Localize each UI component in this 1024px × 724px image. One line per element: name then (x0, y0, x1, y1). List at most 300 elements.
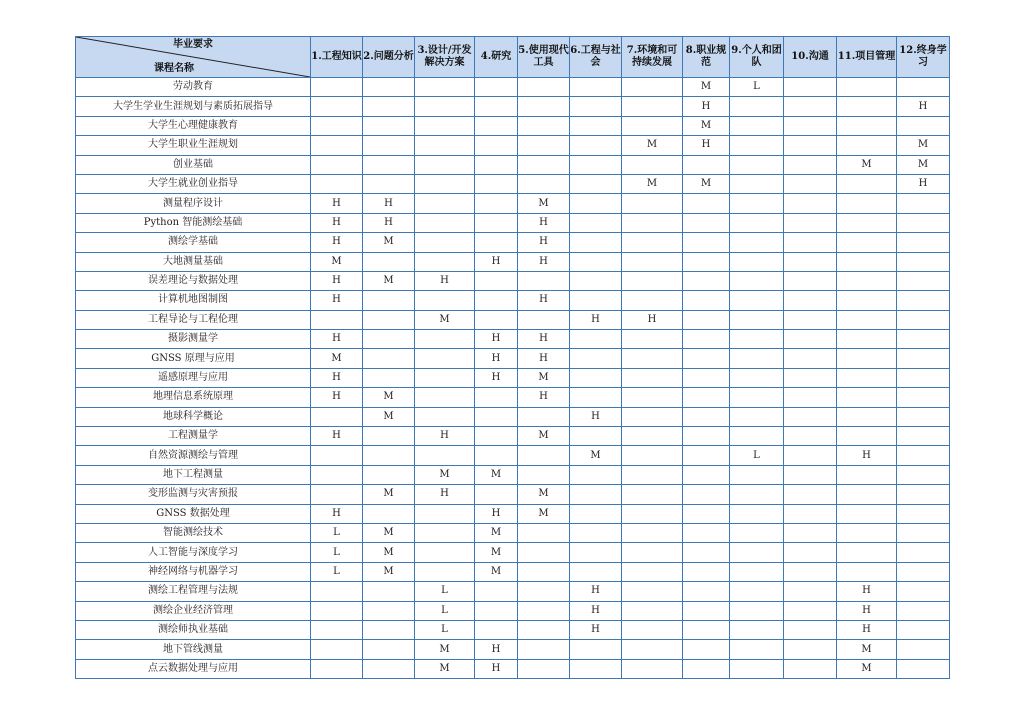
table-row (76, 155, 950, 174)
support-level-cell (363, 640, 415, 659)
support-level-cell (415, 233, 475, 252)
support-level-cell: L (730, 78, 784, 97)
support-level-cell (622, 330, 683, 349)
support-level-cell (730, 368, 784, 387)
support-level-cell: M (518, 194, 570, 213)
support-level-cell (683, 310, 730, 329)
support-level-cell (784, 601, 837, 620)
support-level-cell (897, 407, 950, 426)
support-level-cell: M (311, 252, 363, 271)
support-level-cell: H (897, 97, 950, 116)
support-level-cell: L (311, 523, 363, 542)
support-level-cell (622, 620, 683, 639)
support-level-cell (683, 601, 730, 620)
support-level-cell (363, 349, 415, 368)
support-level-cell: H (570, 407, 622, 426)
support-level-cell: H (475, 368, 518, 387)
support-level-cell: H (683, 97, 730, 116)
support-level-cell (518, 407, 570, 426)
support-level-cell: M (363, 562, 415, 581)
support-level-cell: H (518, 388, 570, 407)
support-level-cell: H (311, 368, 363, 387)
support-level-cell: H (311, 233, 363, 252)
support-level-cell (683, 446, 730, 465)
support-level-cell (622, 213, 683, 232)
support-level-cell (363, 368, 415, 387)
support-level-cell (730, 601, 784, 620)
support-level-cell (837, 368, 897, 387)
support-level-cell (622, 640, 683, 659)
support-level-cell (518, 465, 570, 484)
support-level-cell (784, 155, 837, 174)
support-level-cell (363, 446, 415, 465)
support-level-cell (784, 213, 837, 232)
table-row (76, 194, 950, 213)
course-name-cell: 自然资源测绘与管理 (76, 446, 311, 465)
support-level-cell (622, 562, 683, 581)
table-row (76, 252, 950, 271)
support-level-cell: H (311, 388, 363, 407)
support-level-cell: M (518, 485, 570, 504)
course-name-cell: 地下工程测量 (76, 465, 311, 484)
table-row (76, 523, 950, 542)
support-level-cell (415, 116, 475, 135)
support-level-cell (475, 601, 518, 620)
support-level-cell (311, 582, 363, 601)
support-level-cell (837, 388, 897, 407)
support-level-cell: M (475, 465, 518, 484)
support-level-cell (897, 388, 950, 407)
support-level-cell (311, 78, 363, 97)
course-name-cell: 计算机地图制图 (76, 291, 311, 310)
support-level-cell: H (475, 330, 518, 349)
support-level-cell (730, 330, 784, 349)
support-level-cell: L (311, 562, 363, 581)
support-level-cell (363, 155, 415, 174)
support-level-cell (897, 368, 950, 387)
support-level-cell (518, 116, 570, 135)
support-level-cell: H (837, 620, 897, 639)
support-level-cell (570, 388, 622, 407)
support-level-cell (683, 543, 730, 562)
support-level-cell (730, 582, 784, 601)
support-level-cell (570, 136, 622, 155)
support-level-cell (730, 427, 784, 446)
column-header: 3.设计/开发解决方案 (415, 37, 475, 78)
support-level-cell (897, 640, 950, 659)
support-level-cell (622, 543, 683, 562)
support-level-cell (784, 388, 837, 407)
support-level-cell (784, 330, 837, 349)
support-level-cell (415, 136, 475, 155)
support-level-cell (475, 78, 518, 97)
table-row (76, 601, 950, 620)
support-level-cell (570, 640, 622, 659)
table-row (76, 446, 950, 465)
support-level-cell (837, 116, 897, 135)
support-level-cell (311, 659, 363, 678)
support-level-cell (475, 271, 518, 290)
support-level-cell (475, 388, 518, 407)
support-level-cell (897, 446, 950, 465)
support-level-cell (518, 523, 570, 542)
support-level-cell: H (311, 213, 363, 232)
table-row (76, 174, 950, 193)
support-level-cell (837, 562, 897, 581)
course-name-cell: 误差理论与数据处理 (76, 271, 311, 290)
support-level-cell (570, 271, 622, 290)
support-level-cell: H (570, 620, 622, 639)
support-level-cell: H (475, 659, 518, 678)
support-level-cell (683, 659, 730, 678)
support-level-cell: L (415, 601, 475, 620)
table-row (76, 310, 950, 329)
support-level-cell (415, 388, 475, 407)
support-level-cell (837, 504, 897, 523)
support-level-cell (570, 504, 622, 523)
support-level-cell (363, 310, 415, 329)
table-row (76, 368, 950, 387)
support-level-cell (518, 659, 570, 678)
support-level-cell (897, 427, 950, 446)
support-level-cell (622, 504, 683, 523)
course-name-cell: 大学生学业生涯规划与素质拓展指导 (76, 97, 311, 116)
support-level-cell (837, 349, 897, 368)
support-level-cell: H (311, 504, 363, 523)
support-level-cell (730, 213, 784, 232)
support-level-cell (570, 485, 622, 504)
support-level-cell: H (518, 213, 570, 232)
support-level-cell (415, 330, 475, 349)
support-level-cell (730, 659, 784, 678)
support-level-cell (570, 252, 622, 271)
support-level-cell (570, 233, 622, 252)
support-level-cell (730, 349, 784, 368)
course-name-cell: 地下管线测量 (76, 640, 311, 659)
support-level-cell (784, 271, 837, 290)
support-level-cell (897, 252, 950, 271)
support-level-cell (784, 427, 837, 446)
support-level-cell (897, 523, 950, 542)
support-level-cell: H (363, 194, 415, 213)
support-level-cell (518, 640, 570, 659)
header-row (76, 37, 950, 78)
course-name-cell: 大学生就业创业指导 (76, 174, 311, 193)
support-level-cell (730, 271, 784, 290)
support-level-cell (570, 155, 622, 174)
support-level-cell (730, 562, 784, 581)
support-level-cell (683, 504, 730, 523)
support-level-cell (683, 620, 730, 639)
support-level-cell (730, 543, 784, 562)
support-level-cell (897, 116, 950, 135)
support-level-cell: M (837, 155, 897, 174)
table-row (76, 562, 950, 581)
support-level-cell (475, 407, 518, 426)
support-level-cell (622, 97, 683, 116)
support-level-cell: M (518, 504, 570, 523)
support-level-cell: M (570, 446, 622, 465)
support-level-cell (837, 136, 897, 155)
course-name-cell: 测量程序设计 (76, 194, 311, 213)
support-level-cell: H (311, 194, 363, 213)
support-level-cell (784, 97, 837, 116)
support-level-cell: L (415, 620, 475, 639)
support-level-cell (897, 543, 950, 562)
support-level-cell (683, 640, 730, 659)
support-level-cell (622, 271, 683, 290)
support-level-cell: M (363, 233, 415, 252)
support-level-cell (897, 78, 950, 97)
support-level-cell (570, 116, 622, 135)
support-level-cell (311, 640, 363, 659)
support-level-cell (475, 213, 518, 232)
support-level-cell (837, 97, 897, 116)
support-level-cell (683, 427, 730, 446)
support-level-cell: M (415, 310, 475, 329)
support-level-cell (784, 194, 837, 213)
support-level-cell: M (475, 543, 518, 562)
support-level-cell: M (837, 640, 897, 659)
support-level-cell (897, 601, 950, 620)
support-level-cell (784, 368, 837, 387)
table-row (76, 427, 950, 446)
column-header: 6.工程与社会 (570, 37, 622, 78)
support-level-cell (415, 368, 475, 387)
support-level-cell (897, 194, 950, 213)
table-row (76, 407, 950, 426)
support-level-cell (683, 194, 730, 213)
support-level-cell: M (683, 78, 730, 97)
support-level-cell (311, 446, 363, 465)
support-level-cell (784, 640, 837, 659)
support-level-cell (683, 388, 730, 407)
support-level-cell: M (518, 427, 570, 446)
course-name-cell: Python 智能测绘基础 (76, 213, 311, 232)
support-level-cell: H (415, 427, 475, 446)
course-name-cell: 测绘工程管理与法规 (76, 582, 311, 601)
support-level-cell (570, 659, 622, 678)
support-level-cell (837, 465, 897, 484)
course-name-cell: 遥感原理与应用 (76, 368, 311, 387)
support-level-cell (784, 252, 837, 271)
table-row (76, 233, 950, 252)
support-level-cell (622, 194, 683, 213)
support-level-cell (683, 252, 730, 271)
support-level-cell (311, 310, 363, 329)
support-level-cell (683, 523, 730, 542)
course-name-cell: GNSS 原理与应用 (76, 349, 311, 368)
support-level-cell (683, 562, 730, 581)
support-level-cell (683, 407, 730, 426)
support-level-cell (363, 601, 415, 620)
support-level-cell (311, 174, 363, 193)
column-header: 11.项目管理 (837, 37, 897, 78)
support-level-cell (784, 582, 837, 601)
support-level-cell (897, 659, 950, 678)
support-level-cell (784, 136, 837, 155)
support-level-cell (897, 562, 950, 581)
support-level-cell (897, 504, 950, 523)
support-level-cell (730, 523, 784, 542)
support-level-cell (837, 78, 897, 97)
support-level-cell (475, 136, 518, 155)
support-level-cell: H (897, 174, 950, 193)
support-level-cell: H (475, 252, 518, 271)
support-level-cell (518, 620, 570, 639)
support-level-cell (897, 349, 950, 368)
support-level-cell: M (475, 523, 518, 542)
support-level-cell (837, 330, 897, 349)
support-level-cell (622, 349, 683, 368)
support-level-cell (518, 562, 570, 581)
support-level-cell: M (363, 523, 415, 542)
support-level-cell (622, 446, 683, 465)
support-level-cell (363, 504, 415, 523)
support-level-cell: H (518, 252, 570, 271)
support-level-cell (363, 659, 415, 678)
support-level-cell (897, 213, 950, 232)
support-level-cell: M (622, 136, 683, 155)
support-level-cell (784, 233, 837, 252)
support-level-cell: M (897, 155, 950, 174)
support-level-cell (622, 78, 683, 97)
support-level-cell (363, 136, 415, 155)
table-row (76, 291, 950, 310)
support-level-cell: H (518, 330, 570, 349)
support-level-cell (897, 233, 950, 252)
support-level-cell (311, 465, 363, 484)
support-level-cell: M (311, 349, 363, 368)
support-level-cell (570, 78, 622, 97)
support-level-cell (415, 194, 475, 213)
course-name-cell: 摄影测量学 (76, 330, 311, 349)
support-level-cell (475, 97, 518, 116)
support-level-cell: M (897, 136, 950, 155)
support-level-cell (784, 504, 837, 523)
support-level-cell: M (415, 640, 475, 659)
support-level-cell (475, 233, 518, 252)
support-level-cell (518, 310, 570, 329)
support-level-cell (784, 78, 837, 97)
support-level-cell (518, 97, 570, 116)
support-level-cell (683, 349, 730, 368)
support-level-cell (415, 446, 475, 465)
support-level-cell (683, 330, 730, 349)
support-level-cell: H (363, 213, 415, 232)
support-level-cell (475, 155, 518, 174)
course-name-cell: 劳动教育 (76, 78, 311, 97)
column-header: 9.个人和团队 (730, 37, 784, 78)
column-header: 10.沟通 (784, 37, 837, 78)
support-level-cell: H (311, 330, 363, 349)
support-level-cell (363, 174, 415, 193)
support-level-cell (837, 174, 897, 193)
support-level-cell (784, 291, 837, 310)
table-row (76, 620, 950, 639)
course-name-cell: 地球科学概论 (76, 407, 311, 426)
support-level-cell (311, 485, 363, 504)
support-level-cell: M (363, 407, 415, 426)
support-level-cell (730, 465, 784, 484)
support-level-cell (730, 174, 784, 193)
support-level-cell (730, 136, 784, 155)
support-level-cell (683, 368, 730, 387)
support-level-cell (475, 194, 518, 213)
support-level-cell (311, 155, 363, 174)
support-level-cell (570, 213, 622, 232)
course-name-cell: 大学生职业生涯规划 (76, 136, 311, 155)
support-level-cell (415, 407, 475, 426)
table-row (76, 136, 950, 155)
column-header: 7.环境和可持续发展 (622, 37, 683, 78)
support-level-cell (730, 116, 784, 135)
support-level-cell (311, 601, 363, 620)
support-level-cell (784, 523, 837, 542)
support-level-cell (683, 155, 730, 174)
support-level-cell: M (415, 659, 475, 678)
support-level-cell (837, 427, 897, 446)
column-header: 5.使用现代工具 (518, 37, 570, 78)
course-name-label: 课程名称 (154, 63, 194, 74)
support-level-cell (415, 174, 475, 193)
column-header: 2.问题分析 (363, 37, 415, 78)
table-row (76, 485, 950, 504)
support-level-cell: H (837, 446, 897, 465)
support-level-cell (518, 446, 570, 465)
support-level-cell (518, 601, 570, 620)
support-level-cell: M (683, 116, 730, 135)
support-level-cell (363, 252, 415, 271)
support-level-cell (837, 543, 897, 562)
support-level-cell (622, 233, 683, 252)
support-level-cell (570, 427, 622, 446)
support-level-cell (570, 330, 622, 349)
table-row (76, 582, 950, 601)
support-level-cell (475, 310, 518, 329)
support-level-cell (837, 485, 897, 504)
course-name-cell: 大地测量基础 (76, 252, 311, 271)
support-level-cell (475, 116, 518, 135)
support-level-cell: M (837, 659, 897, 678)
course-name-cell: 创业基础 (76, 155, 311, 174)
support-level-cell (570, 543, 622, 562)
support-level-cell (622, 485, 683, 504)
support-level-cell: H (475, 504, 518, 523)
support-level-cell (570, 194, 622, 213)
course-name-cell: 变形监测与灾害预报 (76, 485, 311, 504)
support-level-cell (622, 523, 683, 542)
support-level-cell: H (683, 136, 730, 155)
support-level-cell (622, 116, 683, 135)
corner-header (76, 37, 311, 78)
support-level-cell: M (363, 485, 415, 504)
support-level-cell (837, 310, 897, 329)
support-level-cell (415, 349, 475, 368)
support-level-cell (622, 407, 683, 426)
course-name-cell: 测绘学基础 (76, 233, 311, 252)
support-level-cell (622, 465, 683, 484)
support-level-cell (784, 485, 837, 504)
support-level-cell (897, 465, 950, 484)
support-level-cell: M (622, 174, 683, 193)
support-level-cell (683, 291, 730, 310)
support-level-cell (837, 523, 897, 542)
support-level-cell (475, 174, 518, 193)
course-requirement-matrix (75, 36, 950, 679)
support-level-cell (683, 485, 730, 504)
support-level-cell (363, 620, 415, 639)
